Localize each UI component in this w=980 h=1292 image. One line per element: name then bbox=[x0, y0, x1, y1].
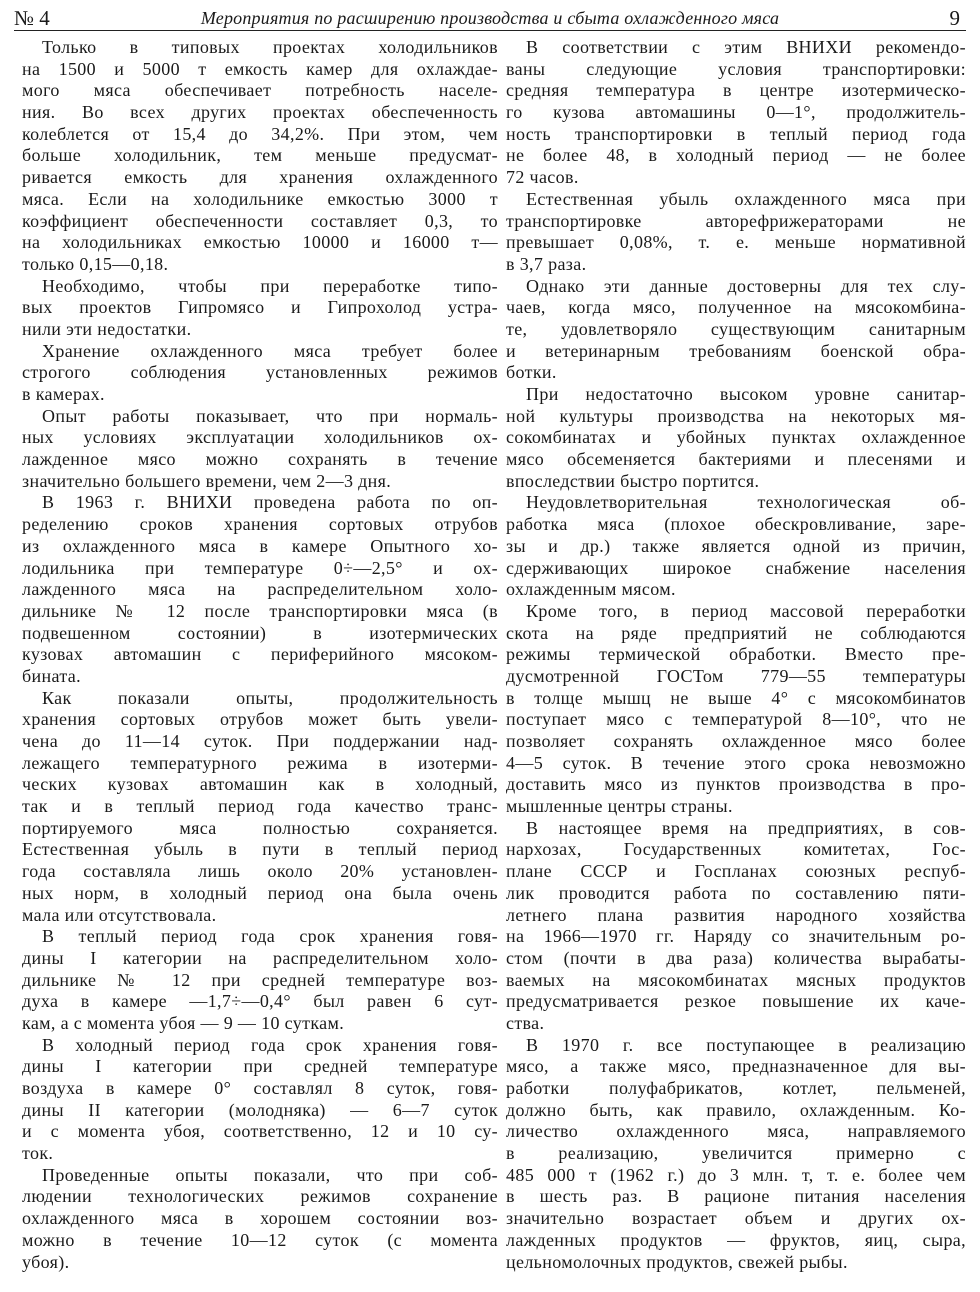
text-line: портируемого мяса полностью сохраняется. bbox=[22, 817, 498, 838]
text-line: дильнике № 12 при средней температуре воз- bbox=[22, 969, 498, 990]
text-line: летнего плана развития народного хозяйства bbox=[506, 904, 966, 925]
text-line: лажденных продуктов — фруктов, яиц, сыра, bbox=[506, 1229, 966, 1250]
text-line: значительно возрастает объем и других ох- bbox=[506, 1208, 966, 1229]
paragraph bbox=[506, 492, 966, 600]
text-line: личество охлажденного мяса, направляемого bbox=[506, 1121, 966, 1142]
text-line: доставить мясо из пунктов производства в про- bbox=[506, 774, 966, 795]
text-line: мышленные центры страны. bbox=[506, 796, 733, 817]
text-line: плане СССР и Госпланах союзных респуб- bbox=[506, 861, 966, 882]
text-line: 485 000 т (1962 г.) до 3 млн. т, т. е. более чем bbox=[506, 1164, 966, 1185]
text-line: ной культуры производства на некоторых мя- bbox=[506, 405, 966, 426]
text-line: лажденное мясо можно сохранять в течение bbox=[22, 449, 498, 470]
text-line: духа в камере —1,7÷—0,4° был равен 6 сут- bbox=[22, 991, 498, 1012]
page-header bbox=[14, 4, 966, 31]
text-line: ческих кузовах автомашин как в холодный, bbox=[22, 774, 498, 795]
text-line: чена до 11—14 суток. При поддержании над- bbox=[22, 731, 498, 751]
text-line: ределению сроков хранения сортовых отрубов bbox=[22, 514, 498, 535]
text-line: охлажденным мясом. bbox=[506, 579, 676, 600]
text-line: впоследствии быстро портится. bbox=[506, 470, 760, 491]
text-line: кузовах автомашин с периферийного мясоком- bbox=[22, 644, 498, 665]
text-line: в камерах. bbox=[22, 384, 105, 404]
paragraph bbox=[22, 341, 498, 406]
paragraph bbox=[22, 926, 498, 1034]
text-line: можно в течение 10—12 суток (с момента bbox=[22, 1229, 498, 1250]
text-line: мого мяса обеспечивает потребность населе- bbox=[22, 80, 498, 101]
text-line: так и в теплый период года качество транс- bbox=[22, 796, 498, 817]
running-title: Мероприятия по расширению производства и сбыта охлажденного мяса bbox=[200, 8, 780, 28]
text-line: мала или отсутствовала. bbox=[22, 904, 217, 925]
text-line: дусмотренной ГОСТом 779—55 температуры bbox=[506, 665, 966, 686]
text-line: мясо обсеменяется бактериями и плесенями и bbox=[506, 449, 966, 470]
text-line: и с момента убоя, соответственно, 12 и 10 су- bbox=[22, 1121, 498, 1142]
text-line: скота на ряде предприятий не соблюдаются bbox=[506, 622, 966, 643]
text-line: средняя температура в центре изотермическо- bbox=[506, 80, 966, 101]
text-line: В соответствии с этим ВНИХИ рекомендо- bbox=[526, 37, 966, 57]
text-line: 72 часов. bbox=[506, 167, 579, 188]
text-line: сокомбинатах и убойных пунктах охлажденное bbox=[506, 427, 966, 448]
text-line: на холодильниках емкостью 10000 и 16000 т— bbox=[22, 232, 498, 253]
text-line: значительно большего времени, чем 2—3 дня. bbox=[22, 470, 392, 491]
text-line: ных условиях эксплуатации холодильников ох- bbox=[22, 427, 498, 448]
text-line: колеблется от 15,4 до 34,2%. При этом, чем bbox=[22, 123, 498, 144]
text-line: поступает мясо с температурой 8—10°, что не bbox=[506, 709, 966, 730]
text-line: мяса. Если на холодильнике емкостью 3000 т bbox=[22, 188, 498, 209]
text-line: мясо, а также мясо, предназначенное для вы- bbox=[506, 1056, 966, 1077]
text-line: нили эти недостатки. bbox=[22, 318, 192, 339]
text-line: лажденного мяса на распределительном холо- bbox=[22, 579, 498, 600]
text-line: Естественная убыль в пути в теплый период bbox=[22, 839, 498, 860]
paragraph bbox=[22, 406, 498, 493]
text-line: дины I категории при средней температуре bbox=[22, 1056, 498, 1077]
text-line: предусматривается резкое повышение их каче- bbox=[506, 991, 966, 1012]
text-line: лодильника при температуре 0÷—2,5° и ох- bbox=[22, 557, 498, 578]
text-line: Кроме того, в период массовой переработки bbox=[526, 600, 966, 621]
text-line: нархозах, Государственных комитетах, Гос- bbox=[506, 839, 966, 860]
text-line: вых проектов Гипромясо и Гипрохолод устра- bbox=[22, 297, 498, 318]
text-line: Только в типовых проектах холодильников bbox=[42, 37, 498, 57]
text-line: в 3,7 раза. bbox=[506, 253, 587, 274]
text-line: работки полуфабрикатов, котлет, пельменей, bbox=[506, 1078, 966, 1098]
paragraph bbox=[506, 601, 966, 818]
text-line: хранения сортовых отрубов может быть увели- bbox=[22, 709, 498, 730]
text-line: Как показали опыты, продолжительность bbox=[42, 687, 498, 708]
text-line: лежащего температурного режима в изотерми- bbox=[22, 752, 498, 773]
text-line: лик проводится работа по составлению пяти- bbox=[506, 882, 966, 903]
text-line: Опыт работы показывает, что при нормаль- bbox=[42, 405, 498, 426]
text-line: бината. bbox=[22, 665, 81, 686]
text-line: Неудовлетворительная технологическая об- bbox=[526, 492, 966, 513]
text-line: дильнике № 12 после транспортировки мяса (в bbox=[22, 600, 498, 621]
text-line: дины II категории (молодняка) — 6—7 суток bbox=[22, 1099, 498, 1120]
text-line: В теплый период года срок хранения говя- bbox=[42, 926, 498, 947]
text-line: 4—5 суток. В течение этого срока невозможно bbox=[506, 752, 966, 773]
text-line: зы и др.) также является одной из причин, bbox=[506, 535, 966, 556]
text-line: людении технологических режимов сохранение bbox=[22, 1186, 498, 1207]
text-line: Проведенные опыты показали, что при соб- bbox=[42, 1164, 498, 1185]
text-line: чаев, когда мясо, полученное на мясокомбина- bbox=[506, 297, 966, 318]
text-line: ботки. bbox=[506, 362, 557, 383]
text-line: из охлажденного мяса в камере Опытного хо- bbox=[22, 535, 498, 556]
paragraph bbox=[22, 492, 498, 687]
text-line: транспортировке авторефрижераторами не bbox=[506, 210, 966, 231]
text-line: на 1966—1970 гг. Наряду со значительным ро- bbox=[506, 926, 966, 947]
text-line: подвешенном состоянии) в изотермических bbox=[22, 622, 498, 643]
text-line: убоя). bbox=[22, 1251, 70, 1272]
text-line: и ветеринарным требованиям боенской обра- bbox=[506, 340, 966, 361]
text-line: ния. Во всех других проектах обеспеченность bbox=[22, 102, 498, 123]
text-line: больше холодильник, тем меньше предусмат- bbox=[22, 145, 498, 166]
text-line: В 1970 г. все поступающее в реализацию bbox=[526, 1034, 966, 1055]
text-line: цельномолочных продуктов, свежей рыбы. bbox=[506, 1251, 848, 1272]
text-line: ваны следующие условия транспортировки: bbox=[506, 58, 966, 79]
paragraph bbox=[22, 276, 498, 341]
text-line: на 1500 и 5000 т емкость камер для охлаждае- bbox=[22, 58, 498, 79]
text-line: воздуха в камере 0° составлял 8 суток, говя- bbox=[22, 1078, 498, 1098]
text-line: Однако эти данные достоверны для тех слу- bbox=[526, 275, 966, 296]
text-line: в толще мышц не выше 4° с мясокомбинатов bbox=[506, 687, 966, 708]
text-line: ривается емкость для хранения охлажденного bbox=[22, 167, 498, 188]
text-line: года составляла лишь около 20% установлен- bbox=[22, 861, 498, 882]
text-line: коэффициент обеспеченности составляет 0,3, то bbox=[22, 210, 498, 231]
paragraph bbox=[22, 1035, 498, 1165]
text-line: В настоящее время на предприятиях, в сов- bbox=[526, 817, 966, 838]
text-line: го кузова автомашины 0—1°, продолжитель- bbox=[506, 102, 966, 123]
text-line: в реализацию, увеличится примерно с bbox=[506, 1143, 966, 1164]
text-line: режимы термической обработки. Вместо пре- bbox=[506, 644, 966, 665]
paragraph bbox=[22, 37, 498, 276]
paragraph bbox=[506, 189, 966, 276]
text-line: При недостаточно высоком уровне санитар- bbox=[526, 384, 966, 404]
text-line: Хранение охлажденного мяса требует более bbox=[42, 340, 498, 361]
paragraph bbox=[506, 818, 966, 1035]
text-line: ства. bbox=[506, 1012, 545, 1033]
left-column bbox=[22, 37, 498, 1273]
text-line: охлажденного мяса в хорошем состоянии воз- bbox=[22, 1208, 498, 1229]
paragraph bbox=[506, 384, 966, 492]
text-line: кам, а с момента убоя — 9 — 10 суткам. bbox=[22, 1012, 345, 1033]
text-line: ность транспортировки в теплый период года bbox=[506, 123, 966, 144]
text-line: В 1963 г. ВНИХИ проведена работа по оп- bbox=[42, 492, 498, 513]
text-line: ных норм, в холодный период она была очень bbox=[22, 882, 498, 903]
text-line: строгого соблюдения установленных режимов bbox=[22, 362, 498, 383]
text-line: В холодный период года срок хранения говя- bbox=[42, 1034, 498, 1055]
text-line: Необходимо, чтобы при переработке типо- bbox=[42, 275, 498, 296]
text-line: в шесть раз. В рационе питания населения bbox=[506, 1186, 966, 1207]
text-line: только 0,15—0,18. bbox=[22, 253, 169, 274]
text-line: те, удовлетворяло существующим санитарным bbox=[506, 318, 966, 339]
text-line: сдерживающих широкое снабжение населения bbox=[506, 557, 966, 578]
right-column bbox=[506, 37, 966, 1273]
text-line: позволяет сохранять охлажденное мясо более bbox=[506, 731, 966, 751]
text-line: не более 48, в холодный период — не более bbox=[506, 145, 966, 166]
text-line: должно быть, как правило, охлажденным. Ко- bbox=[506, 1099, 966, 1120]
paragraph bbox=[22, 1165, 498, 1273]
page-number: 9 bbox=[949, 6, 960, 30]
text-line: ток. bbox=[22, 1143, 54, 1164]
text-line: ваемых на мясокомбинатах мясных продуктов bbox=[506, 969, 966, 990]
paragraph bbox=[506, 276, 966, 384]
text-line: работка мяса (плохое обескровливание, заре- bbox=[506, 514, 966, 535]
text-line: Естественная убыль охлажденного мяса при bbox=[526, 188, 966, 209]
text-line: превышает 0,08%, т. е. меньше нормативной bbox=[506, 232, 966, 253]
paragraph bbox=[22, 688, 498, 927]
text-line: стом (почти в два раза) количества вырабаты- bbox=[506, 947, 966, 968]
paragraph bbox=[506, 37, 966, 189]
paragraph bbox=[506, 1035, 966, 1274]
text-line: дины I категории на распределительном холо- bbox=[22, 947, 498, 968]
issue-number: № 4 bbox=[14, 6, 50, 30]
